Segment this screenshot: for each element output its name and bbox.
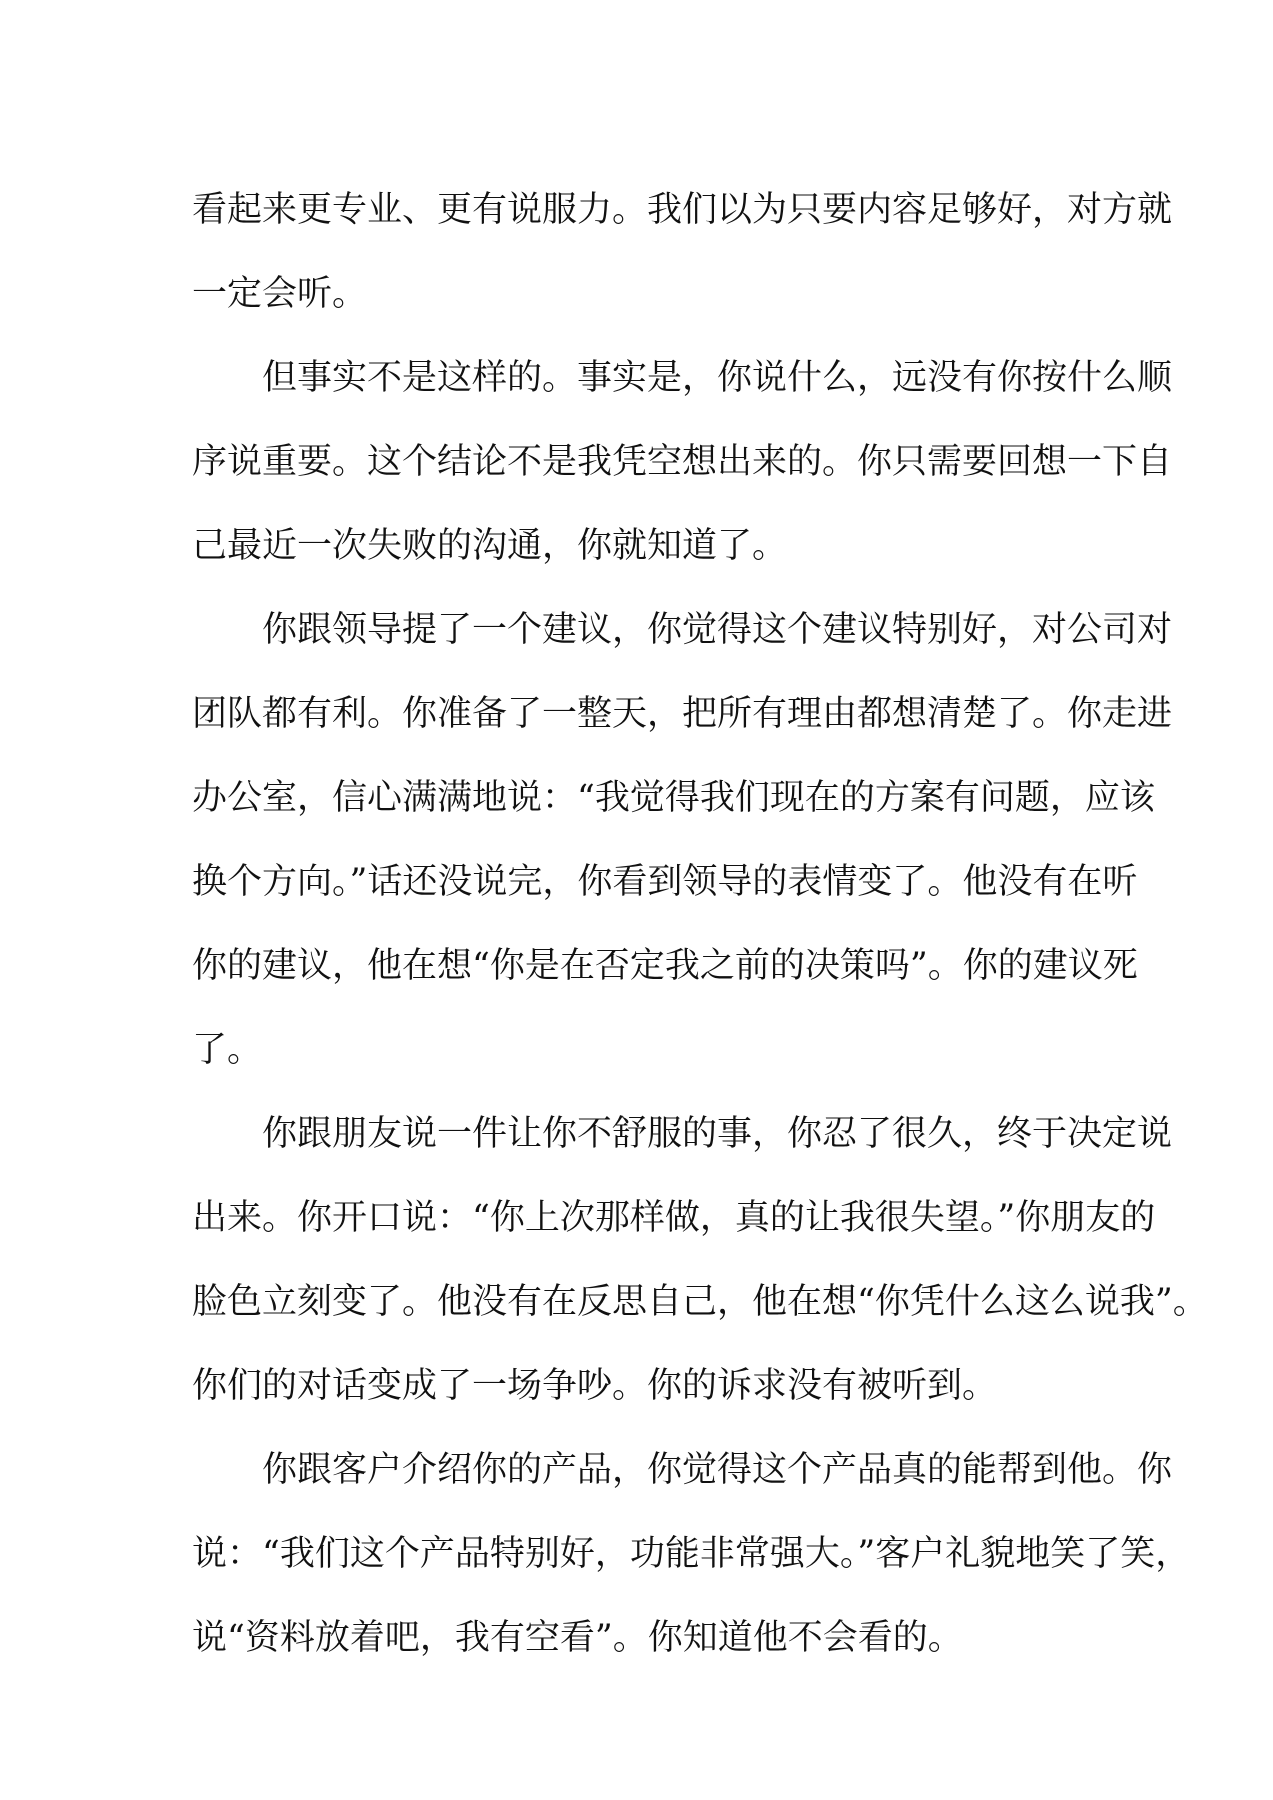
text-line: 序说重要。这个结论不是我凭空想出来的。你只需要回想一下自	[192, 442, 1173, 482]
paragraph-start-line: 你跟朋友说一件让你不舒服的事，你忍了很久，终于决定说	[262, 1114, 1173, 1154]
text-line: 出来。你开口说：“你上次那样做，真的让我很失望。”你朋友的	[192, 1198, 1156, 1238]
text-line: 你们的对话变成了一场争吵。你的诉求没有被听到。	[192, 1366, 998, 1406]
text-line: 一定会听。	[192, 274, 368, 314]
text-line: 你的建议，他在想“你是在否定我之前的决策吗”。你的建议死	[192, 946, 1138, 986]
text-line: 说“资料放着吧，我有空看”。你知道他不会看的。	[192, 1618, 963, 1658]
text-line: 脸色立刻变了。他没有在反思自己，他在想“你凭什么这么说我”。	[192, 1282, 1208, 1322]
text-line: 团队都有利。你准备了一整天，把所有理由都想清楚了。你走进	[192, 694, 1173, 734]
text-line: 看起来更专业、更有说服力。我们以为只要内容足够好，对方就	[192, 190, 1173, 230]
paragraph-start-line: 你跟领导提了一个建议，你觉得这个建议特别好，对公司对	[262, 610, 1173, 650]
text-line: 了。	[192, 1030, 263, 1070]
text-line: 己最近一次失败的沟通，你就知道了。	[192, 526, 788, 566]
text-line: 换个方向。”话还没说完，你看到领导的表情变了。他没有在听	[192, 862, 1138, 902]
text-line: 办公室，信心满满地说：“我觉得我们现在的方案有问题，应该	[192, 778, 1155, 818]
text-line: 说：“我们这个产品特别好，功能非常强大。”客户礼貌地笑了笑，	[192, 1534, 1191, 1574]
paragraph-start-line: 但事实不是这样的。事实是，你说什么，远没有你按什么顺	[262, 358, 1173, 398]
body-text	[192, 168, 1208, 1680]
paragraph-start-line: 你跟客户介绍你的产品，你觉得这个产品真的能帮到他。你	[262, 1450, 1173, 1490]
